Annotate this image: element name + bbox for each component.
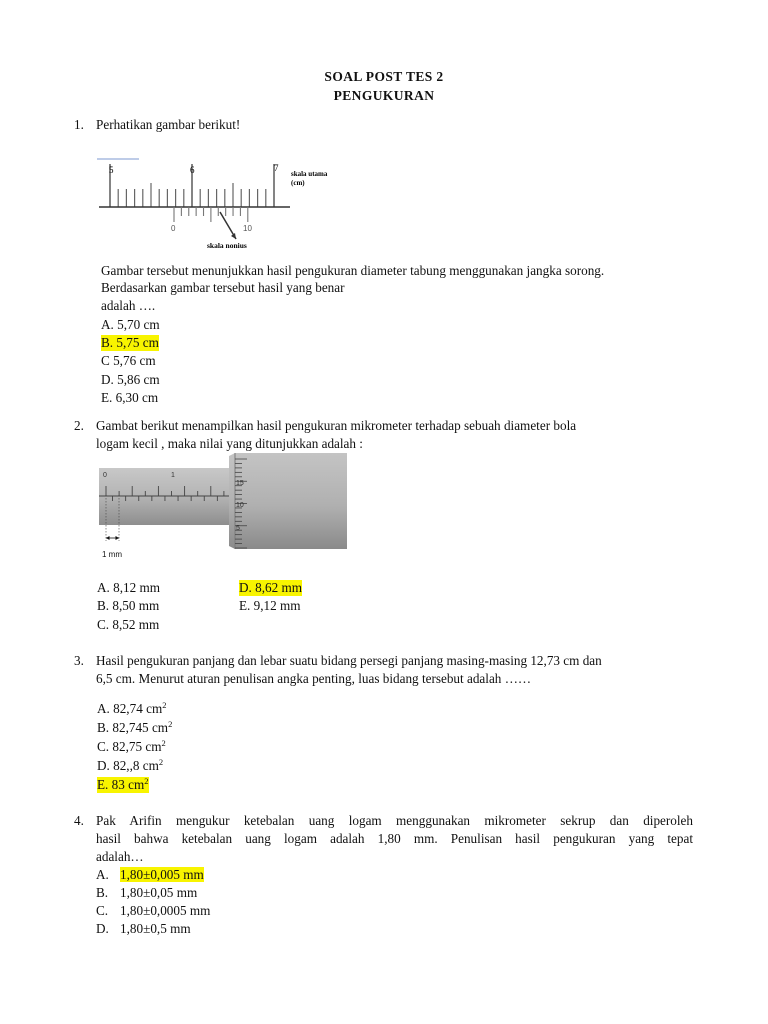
- q1-text-line1: Gambar tersebut menunjukkan hasil pengukuran diameter tabung menggunakan jangka sorong.: [101, 263, 605, 278]
- micrometer-thimble: [229, 453, 347, 549]
- q4-option-b[interactable]: B. 1,80±0,05 mm: [96, 885, 198, 900]
- document-subtitle: PENGUKURAN: [333, 88, 435, 103]
- scale-label-1mm: 1 mm: [102, 550, 122, 559]
- q2-option-a[interactable]: A. 8,12 mm: [97, 580, 161, 595]
- q4-number: 4.: [74, 813, 84, 828]
- q2-text-line2: logam kecil , maka nilai yang ditunjukkan adalah :: [96, 436, 363, 451]
- q4-option-a[interactable]: A. 1,80±0,005 mm: [96, 867, 204, 882]
- dimension-arrow-left: [106, 536, 110, 540]
- q3-option-b[interactable]: B. 82,745 $cm^2$: [97, 719, 173, 735]
- q4-text-line3: adalah…: [96, 849, 144, 864]
- q3-option-e-highlighted[interactable]: E. 83 $cm^2$: [97, 776, 149, 792]
- vernier-scale: [174, 207, 248, 222]
- q3-option-d[interactable]: D. 82,,8 $cm^2$: [97, 757, 164, 773]
- document-title: SOAL POST TES 2: [324, 69, 444, 84]
- thimble-tick-label-10: 10: [236, 502, 244, 509]
- main-scale-label: skala utama: [291, 170, 328, 178]
- sleeve-tick-label-1: 1: [171, 472, 175, 479]
- vernier-caliper-figure: [95, 156, 328, 256]
- q1-text-line3: adalah ….: [101, 298, 156, 313]
- main-tick-label-7: 7: [274, 163, 279, 173]
- q1-option-b-highlighted[interactable]: B. 5,75 cm: [101, 335, 159, 350]
- main-tick-label-5: 5: [109, 165, 114, 175]
- q2-option-e[interactable]: E. 9,12 mm: [239, 598, 301, 613]
- q2-option-c[interactable]: C. 8,52 mm: [97, 617, 160, 632]
- q2-option-d-highlighted[interactable]: D. 8,62 mm: [239, 580, 303, 595]
- q4-option-c[interactable]: C. 1,80±0,0005 mm: [96, 903, 211, 918]
- q4-option-d[interactable]: D. 1,80±0,5 mm: [96, 921, 191, 936]
- q1-prompt: Perhatikan gambar berikut!: [96, 117, 241, 132]
- vernier-scale-label: skala nonius: [207, 241, 247, 250]
- q2-text-line1: Gambat berikut menampilkan hasil pengukuran mikrometer terhadap sebuah diameter bola: [96, 418, 577, 433]
- thimble-tick-label-5: 5: [236, 525, 240, 532]
- q1-number: 1.: [74, 117, 84, 132]
- dimension-arrow-right: [116, 536, 120, 540]
- sleeve-tick-label-0: 0: [103, 472, 107, 479]
- q3-option-a[interactable]: A. 82,74 $cm^2$: [97, 700, 167, 716]
- main-tick-label-6: 6: [190, 165, 195, 175]
- main-scale-unit: (cm): [291, 179, 305, 187]
- q4-option-a-value-highlighted: 1,80±0,005 mm: [120, 867, 204, 882]
- q1-option-e[interactable]: E. 6,30 cm: [101, 390, 159, 405]
- q3-number: 3.: [74, 653, 84, 668]
- q3-text-line1: Hasil pengukuran panjang dan lebar suatu bidang persegi panjang masing-masing 12,73 cm dan: [96, 653, 602, 668]
- q4-text-line2: hasil bahwa ketebalan uang logam adalah 1,80 mm. Penulisan hasil pengukuran yang tepat: [96, 831, 693, 846]
- thimble-tick-label-15: 15: [236, 480, 244, 487]
- q3-option-c[interactable]: C. 82,75 $cm^2$: [97, 738, 166, 754]
- q1-option-d[interactable]: D. 5,86 cm: [101, 372, 160, 387]
- vernier-tick-label-10: 10: [243, 224, 252, 233]
- q1-option-a[interactable]: A. 5,70 cm: [101, 317, 160, 332]
- micrometer-figure: [97, 451, 352, 563]
- q4-text-line1: Pak Arifin mengukur ketebalan uang logam menggunakan mikrometer sekrup dan diperoleh: [96, 813, 693, 828]
- q1-option-c[interactable]: C 5,76 cm: [101, 353, 156, 368]
- q3-text-line2: 6,5 cm. Menurut aturan penulisan angka penting, luas bidang tersebut adalah ……: [96, 671, 532, 686]
- q2-number: 2.: [74, 418, 84, 433]
- q1-text-line2: Berdasarkan gambar tersebut hasil yang benar: [101, 280, 345, 295]
- q2-option-b[interactable]: B. 8,50 mm: [97, 598, 160, 613]
- vernier-tick-label-0: 0: [171, 224, 176, 233]
